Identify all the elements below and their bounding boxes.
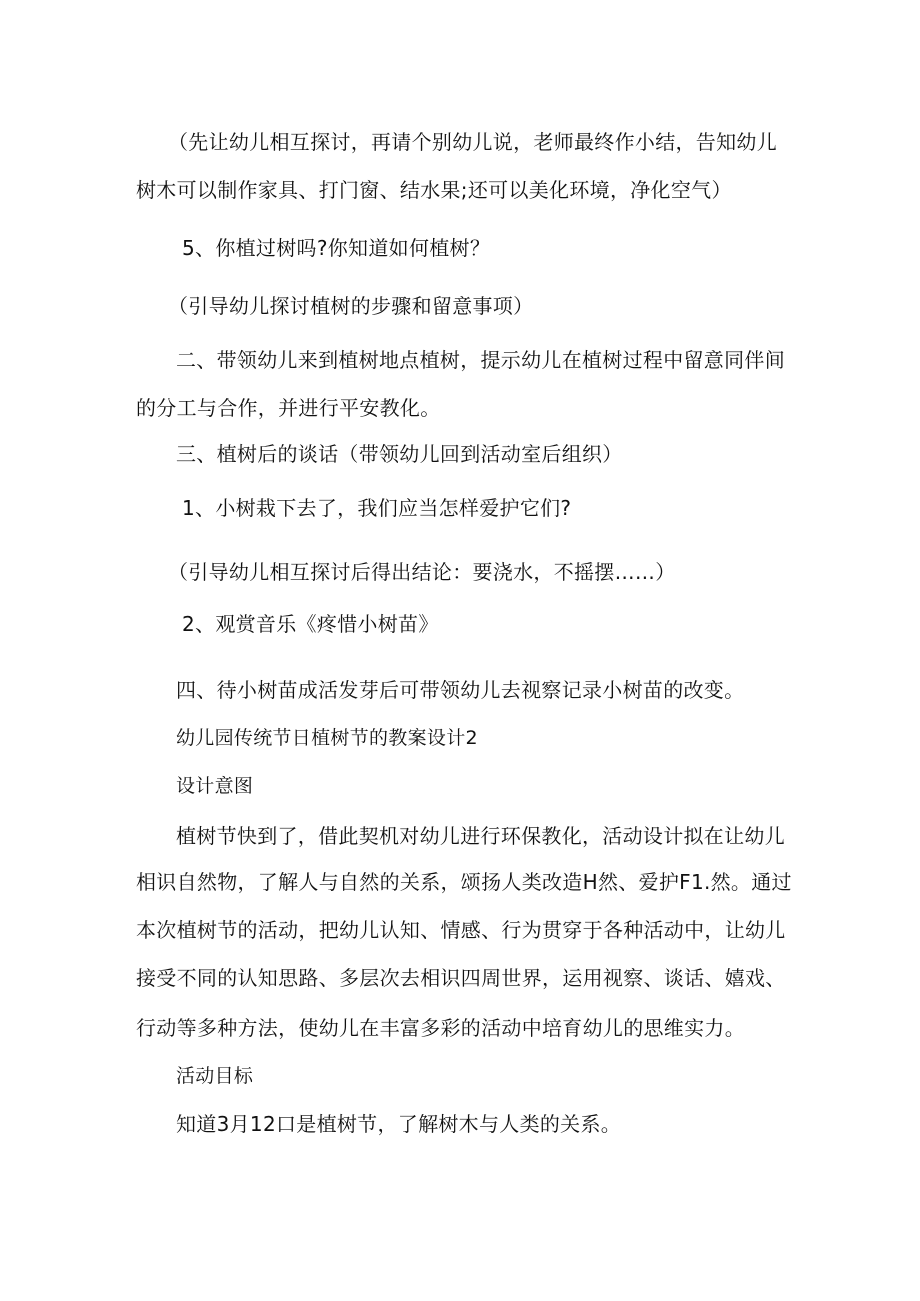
design-intent-line-4: 接受不同的认知思路、多层次去相识四周世界，运用视察、谈话、嬉戏、 xyxy=(136,966,786,990)
question-5: 5、你植过树吗?你知道如何植树？ xyxy=(182,236,491,260)
design-intent-heading: 设计意图 xyxy=(176,775,254,797)
question-1: 1、小树栽下去了，我们应当怎样爱护它们? xyxy=(182,496,572,520)
design-intent-line-3: 本次植树节的活动，把幼儿认知、情感、行为贯穿于各种活动中，让幼儿 xyxy=(136,918,786,942)
activity-goals-heading: 活动目标 xyxy=(176,1065,254,1087)
lesson-title-2: 幼儿园传统节日植树节的教案设计2 xyxy=(176,727,478,749)
section-2-line-2: 的分工与合作，并进行平安教化。 xyxy=(136,396,441,420)
design-intent-line-5: 行动等多种方法，使幼儿在丰富多彩的活动中培育幼儿的思维实力。 xyxy=(136,1016,745,1040)
paragraph-line-1: （先让幼儿相互探讨，再请个别幼儿说，老师最终作小结，告知幼儿 xyxy=(168,130,777,154)
guidance-note-1: （引导幼儿探讨植树的步骤和留意事项） xyxy=(168,294,534,318)
section-2-line-1: 二、带领幼儿来到植树地点植树，提示幼儿在植树过程中留意同伴间 xyxy=(176,348,785,372)
paragraph-line-2: 树木可以制作家具、打门窗、结水果;还可以美化环境，净化空气） xyxy=(136,178,732,202)
section-3-heading: 三、植树后的谈话（带领幼儿回到活动室后组织） xyxy=(176,442,623,466)
design-intent-line-1: 植树节快到了，借此契机对幼儿进行环保教化，活动设计拟在让幼儿 xyxy=(176,824,785,848)
guidance-note-2: （引导幼儿相互探讨后得出结论：要浇水，不摇摆……） xyxy=(168,560,676,584)
design-intent-line-2: 相识自然物，了解人与自然的关系，颂扬人类改造H然、爱护F1.然。通过 xyxy=(136,870,792,894)
activity-goal-1: 知道3月12口是植树节，了解树木与人类的关系。 xyxy=(176,1112,622,1136)
item-2: 2、观赏音乐《疼惜小树苗》 xyxy=(182,612,439,636)
section-4: 四、待小树苗成活发芽后可带领幼儿去视察记录小树苗的改变。 xyxy=(176,678,745,702)
